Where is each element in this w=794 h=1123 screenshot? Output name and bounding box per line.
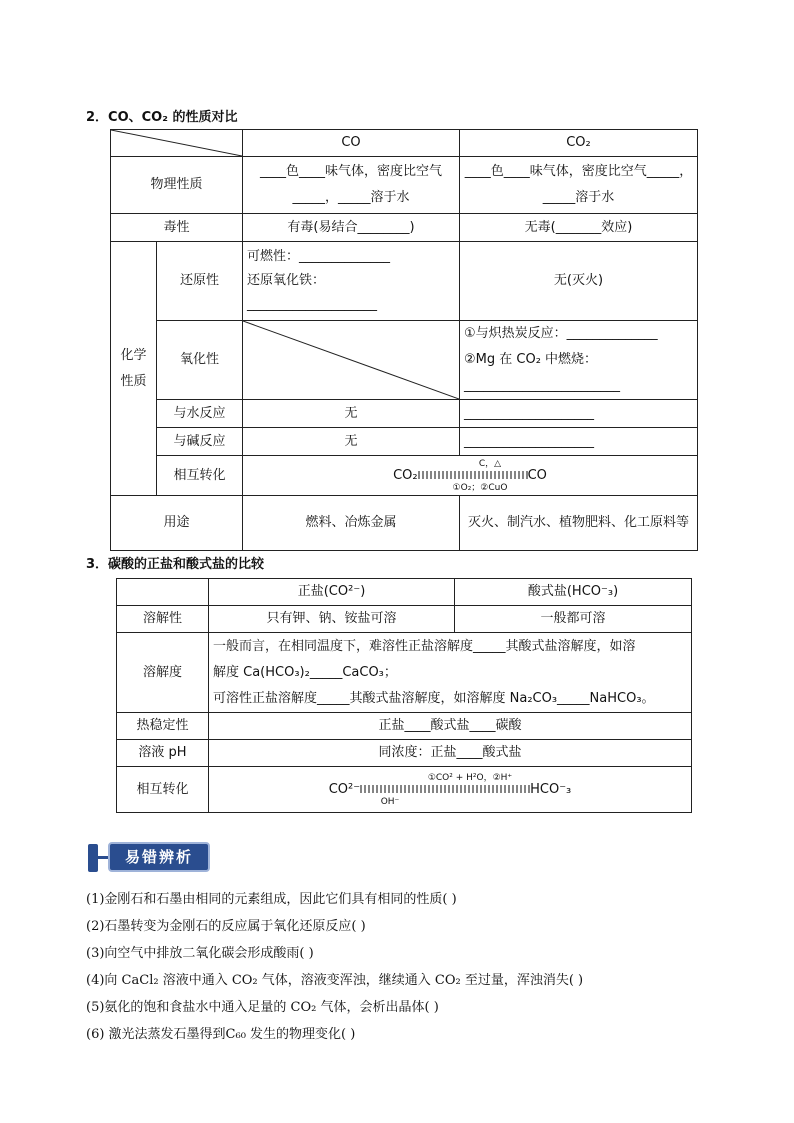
- oxidizing-co2-line2: ②Mg 在 CO₂ 中燃烧：: [464, 352, 598, 367]
- dissolve-line1: 一般而言，在相同温度下，难溶性正盐溶解度_____其酸式盐溶解度，如溶: [213, 638, 636, 654]
- reducing-co: [243, 242, 460, 321]
- question-1: (1)金刚石和石墨由相同的元素组成，因此它们具有相同的性质( ): [86, 892, 457, 907]
- water-co2: ____________________: [460, 400, 698, 428]
- convert-equation: [243, 456, 698, 496]
- dissolve-line2: 解度 Ca(HCO₃)₂_____CaCO₃；: [213, 664, 397, 680]
- convert-below: ①O₂；②CuO: [452, 482, 508, 493]
- carbonate-convert-equation: [209, 767, 692, 813]
- question-3: (3)向空气中排放二氧化碳会形成酸雨( ): [86, 946, 314, 961]
- row-label-physical: 物理性质: [111, 157, 243, 214]
- row-label-toxicity: 毒性: [111, 214, 243, 242]
- equilibrium-arrow-icon: [418, 471, 528, 479]
- section2-title: 2．CO、CO₂ 的性质对比: [86, 110, 238, 125]
- ph-value: 同浓度：正盐____酸式盐: [209, 740, 692, 767]
- dissolve-text: [209, 633, 692, 713]
- solubility-normal: 只有钾、钠、铵盐可溶: [209, 606, 455, 633]
- oxidizing-co2-line3: ________________________: [464, 378, 620, 393]
- section3-title: 3．碳酸的正盐和酸式盐的比较: [86, 557, 265, 572]
- question-6: (6) 激光法蒸发石墨得到C₆₀ 发生的物理变化( ): [86, 1027, 356, 1042]
- row-label-thermal: 热稳定性: [117, 713, 209, 740]
- header-co2: CO₂: [460, 130, 698, 157]
- oxidizing-co2-line1: ①与炽热炭反应：______________: [464, 326, 658, 341]
- reducing-co-line2: 还原氧化铁：: [247, 273, 326, 288]
- dissolve-line3: 可溶性正盐溶解度_____其酸式盐溶解度，如溶解度 Na₂CO₃_____NaHCO₃。: [213, 690, 655, 706]
- question-5: (5)氨化的饱和食盐水中通入足量的 CO₂ 气体，会析出晶体( ): [86, 1000, 439, 1015]
- header-normal-salt: 正盐(CO²⁻): [209, 579, 455, 606]
- use-co2: 灭火、制汽水、植物肥料、化工原料等: [460, 496, 698, 551]
- thermal-value: 正盐____酸式盐____碳酸: [209, 713, 692, 740]
- row-label-convert: 相互转化: [157, 456, 243, 496]
- use-co: 燃料、冶炼金属: [243, 496, 460, 551]
- alkali-co2: ____________________: [460, 428, 698, 456]
- question-2: (2)石墨转变为金刚石的反应属于氧化还原反应( ): [86, 919, 366, 934]
- toxicity-co2: 无毒(_______效应): [460, 214, 698, 242]
- row-label-use: 用途: [111, 496, 243, 551]
- diagonal-header-cell: [111, 130, 243, 157]
- row-label-alkali: 与碱反应: [157, 428, 243, 456]
- water-co: 无: [243, 400, 460, 428]
- reducing-co-line3: ____________________: [247, 297, 377, 312]
- chemical-label: 化学性质: [120, 347, 147, 389]
- carbonate-convert-below: OH⁻: [380, 796, 400, 807]
- physical-co2: ____色____味气体，密度比空气_____，_____溶于水: [460, 157, 698, 214]
- oxidizing-co2: [460, 321, 698, 400]
- row-label-chemical: [111, 242, 157, 496]
- row-label-ph: 溶液 pH: [117, 740, 209, 767]
- error-analysis-badge: [88, 842, 218, 874]
- reducing-co-line1: 可燃性：______________: [247, 249, 391, 264]
- carbonate-convert-above: ①CO² + H²O，②H⁺: [427, 772, 513, 783]
- row-label-oxidizing: 氧化性: [157, 321, 243, 400]
- reducing-co2: 无(灭火): [460, 242, 698, 321]
- convert-above: C，△: [478, 458, 502, 469]
- solubility-acid: 一般都可溶: [455, 606, 692, 633]
- header-acid-salt: 酸式盐(HCO⁻₃): [455, 579, 692, 606]
- convert-left: CO₂: [393, 467, 418, 483]
- co-co2-table: [110, 129, 698, 551]
- alkali-co: 无: [243, 428, 460, 456]
- question-4: (4)向 CaCl₂ 溶液中通入 CO₂ 气体，溶液变浑浊，继续通入 CO₂ 至过量，浑浊消失( ): [86, 973, 584, 988]
- row-label-dissolve: 溶解度: [117, 633, 209, 713]
- toxicity-co: 有毒(易结合________): [243, 214, 460, 242]
- carbonate-equilibrium-arrow-icon: [360, 785, 530, 793]
- carbonate-convert-left: CO²⁻: [328, 781, 361, 797]
- oxidizing-co-diagonal: [243, 321, 460, 400]
- carbonate-header-blank: [117, 579, 209, 606]
- header-co: CO: [243, 130, 460, 157]
- row-label-reducing: 还原性: [157, 242, 243, 321]
- physical-co: ____色____味气体，密度比空气_____，_____溶于水: [243, 157, 460, 214]
- carbonate-table: [116, 578, 692, 813]
- row-label-water: 与水反应: [157, 400, 243, 428]
- badge-label: 易错辨析: [108, 842, 210, 872]
- row-label-solubility: 溶解性: [117, 606, 209, 633]
- convert-right: CO: [527, 467, 547, 483]
- carbonate-convert-right: HCO⁻₃: [530, 781, 572, 797]
- row-label-carbonate-convert: 相互转化: [117, 767, 209, 813]
